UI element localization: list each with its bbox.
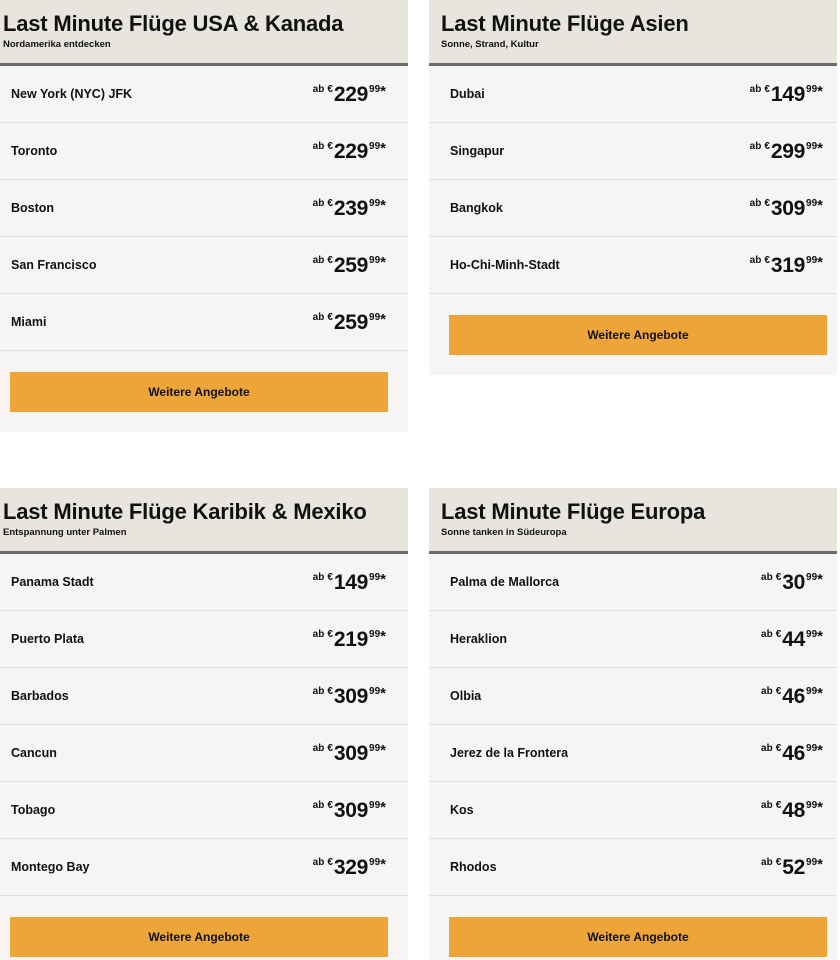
price-amount: 52 xyxy=(782,855,806,879)
currency-symbol: € xyxy=(327,856,333,868)
price-tag xyxy=(750,255,823,276)
price-amount: 319 xyxy=(770,253,806,277)
price-amount: 309 xyxy=(333,741,369,765)
price-amount: 299 xyxy=(770,139,806,163)
price-tag xyxy=(313,743,386,764)
destination-name: Singapur xyxy=(450,144,505,158)
price-prefix: ab xyxy=(761,685,773,697)
price-cents: 99 xyxy=(369,254,381,266)
currency-symbol: € xyxy=(327,254,333,266)
destination-row[interactable] xyxy=(0,237,408,294)
price-prefix: ab xyxy=(749,197,762,209)
price-footnote-star: * xyxy=(380,82,386,100)
price-cents: 99 xyxy=(369,628,381,640)
price-tag xyxy=(761,629,823,650)
price-cents: 99 xyxy=(806,83,818,95)
price-cents: 99 xyxy=(806,197,818,209)
price-amount: 259 xyxy=(333,253,369,277)
price-cents: 99 xyxy=(806,856,818,868)
price-cents: 99 xyxy=(369,311,381,323)
price-cents: 99 xyxy=(369,83,381,95)
destination-row[interactable] xyxy=(0,180,408,237)
destination-name: New York (NYC) JFK xyxy=(11,87,133,101)
price-amount: 259 xyxy=(333,310,369,334)
price-tag xyxy=(313,686,386,707)
price-prefix: ab xyxy=(312,628,325,640)
price-prefix: ab xyxy=(761,856,773,868)
price-footnote-star: * xyxy=(817,684,823,702)
price-footnote-star: * xyxy=(380,310,386,328)
price-amount: 309 xyxy=(333,684,369,708)
price-prefix: ab xyxy=(761,571,773,583)
currency-symbol: € xyxy=(327,197,333,209)
destination-name: Heraklion xyxy=(450,632,507,646)
price-footnote-star: * xyxy=(380,855,386,873)
price-footnote-star: * xyxy=(817,196,823,214)
destination-row[interactable] xyxy=(429,123,837,180)
price-prefix: ab xyxy=(761,742,773,754)
price-cents: 99 xyxy=(806,571,818,583)
price-tag xyxy=(750,198,823,219)
destination-list xyxy=(0,554,408,896)
currency-symbol: € xyxy=(764,140,770,152)
destination-row[interactable] xyxy=(0,554,408,611)
card-header xyxy=(0,488,408,554)
price-footnote-star: * xyxy=(380,684,386,702)
destination-row[interactable] xyxy=(0,611,408,668)
price-footnote-star: * xyxy=(380,741,386,759)
currency-symbol: € xyxy=(327,628,333,640)
destination-name: Toronto xyxy=(11,144,58,158)
price-tag xyxy=(313,629,386,650)
card-header xyxy=(0,0,408,66)
destination-row[interactable] xyxy=(429,839,837,896)
price-prefix: ab xyxy=(761,799,773,811)
price-cents: 99 xyxy=(369,571,381,583)
currency-symbol: € xyxy=(764,254,770,266)
price-tag xyxy=(313,312,386,333)
price-footnote-star: * xyxy=(817,855,823,873)
price-amount: 329 xyxy=(333,855,369,879)
price-prefix: ab xyxy=(312,571,325,583)
price-amount: 48 xyxy=(782,798,806,822)
price-prefix: ab xyxy=(749,254,762,266)
price-prefix: ab xyxy=(312,685,325,697)
price-prefix: ab xyxy=(312,799,325,811)
price-footnote-star: * xyxy=(380,253,386,271)
deal-card xyxy=(429,488,837,960)
deal-card xyxy=(429,0,837,375)
price-cents: 99 xyxy=(806,799,818,811)
card-title: Last Minute Flüge Karibik & Mexiko xyxy=(3,499,367,524)
price-tag xyxy=(313,255,386,276)
destination-name: Barbados xyxy=(11,689,69,703)
more-offers-button[interactable]: Weitere Angebote xyxy=(449,315,827,355)
price-amount: 149 xyxy=(770,82,806,106)
price-tag xyxy=(750,84,823,105)
price-cents: 99 xyxy=(806,742,818,754)
price-prefix: ab xyxy=(312,254,325,266)
price-cents: 99 xyxy=(369,197,381,209)
price-footnote-star: * xyxy=(817,82,823,100)
destination-row[interactable] xyxy=(429,237,837,294)
deal-card xyxy=(0,488,408,960)
destination-name: Palma de Mallorca xyxy=(450,575,560,589)
destination-row[interactable] xyxy=(0,123,408,180)
destination-row[interactable] xyxy=(0,294,408,351)
price-prefix: ab xyxy=(312,197,325,209)
price-cents: 99 xyxy=(369,140,381,152)
price-tag xyxy=(761,857,823,878)
price-cents: 99 xyxy=(369,742,381,754)
destination-row[interactable] xyxy=(429,180,837,237)
price-amount: 30 xyxy=(782,570,806,594)
currency-symbol: € xyxy=(327,140,333,152)
price-prefix: ab xyxy=(749,83,762,95)
card-subtitle: Sonne, Strand, Kultur xyxy=(441,39,539,50)
destination-row[interactable] xyxy=(0,725,408,782)
destination-list xyxy=(429,554,837,896)
price-amount: 46 xyxy=(782,684,806,708)
currency-symbol: € xyxy=(775,742,782,754)
price-prefix: ab xyxy=(749,140,762,152)
price-cents: 99 xyxy=(369,799,381,811)
price-cents: 99 xyxy=(369,685,381,697)
destination-name: San Francisco xyxy=(11,258,97,272)
price-tag xyxy=(750,141,823,162)
destination-name: Puerto Plata xyxy=(11,632,84,646)
price-amount: 229 xyxy=(333,139,369,163)
price-tag xyxy=(761,686,823,707)
card-header xyxy=(429,488,837,554)
destination-name: Ho-Chi-Minh-Stadt xyxy=(450,258,560,272)
currency-symbol: € xyxy=(327,571,333,583)
destination-name: Olbia xyxy=(450,689,482,703)
price-amount: 239 xyxy=(333,196,369,220)
destination-row[interactable] xyxy=(0,668,408,725)
price-tag xyxy=(761,743,823,764)
destination-row[interactable] xyxy=(429,66,837,123)
destination-name: Cancun xyxy=(11,746,57,760)
card-title: Last Minute Flüge Europa xyxy=(441,499,706,524)
destination-name: Kos xyxy=(450,803,474,817)
price-footnote-star: * xyxy=(817,139,823,157)
more-offers-button[interactable]: Weitere Angebote xyxy=(10,372,388,412)
price-tag xyxy=(313,572,386,593)
price-tag xyxy=(313,141,386,162)
card-subtitle: Nordamerika entdecken xyxy=(3,39,111,50)
destination-list xyxy=(0,66,408,351)
currency-symbol: € xyxy=(327,83,333,95)
price-tag xyxy=(761,572,823,593)
price-cents: 99 xyxy=(806,140,818,152)
currency-symbol: € xyxy=(775,628,782,640)
price-footnote-star: * xyxy=(380,627,386,645)
card-title: Last Minute Flüge Asien xyxy=(441,11,689,36)
currency-symbol: € xyxy=(775,685,782,697)
price-footnote-star: * xyxy=(817,798,823,816)
price-amount: 309 xyxy=(333,798,369,822)
destination-name: Boston xyxy=(11,201,55,215)
currency-symbol: € xyxy=(764,197,770,209)
card-title: Last Minute Flüge USA & Kanada xyxy=(3,11,344,36)
price-prefix: ab xyxy=(312,856,325,868)
price-footnote-star: * xyxy=(380,196,386,214)
price-cents: 99 xyxy=(806,685,818,697)
price-amount: 44 xyxy=(782,627,806,651)
price-amount: 149 xyxy=(333,570,369,594)
destination-name: Montego Bay xyxy=(11,860,90,874)
destination-row[interactable] xyxy=(0,839,408,896)
card-header xyxy=(429,0,837,66)
more-offers-button[interactable]: Weitere Angebote xyxy=(449,917,827,957)
destination-name: Panama Stadt xyxy=(11,575,94,589)
currency-symbol: € xyxy=(327,311,333,323)
price-footnote-star: * xyxy=(817,570,823,588)
price-tag xyxy=(313,857,386,878)
price-footnote-star: * xyxy=(380,798,386,816)
price-prefix: ab xyxy=(312,311,325,323)
price-cents: 99 xyxy=(806,628,818,640)
currency-symbol: € xyxy=(775,799,782,811)
price-cents: 99 xyxy=(369,856,381,868)
card-subtitle: Sonne tanken in Südeuropa xyxy=(441,527,567,538)
currency-symbol: € xyxy=(775,571,782,583)
destination-row[interactable] xyxy=(429,554,837,611)
price-prefix: ab xyxy=(312,742,325,754)
price-amount: 46 xyxy=(782,741,806,765)
deal-card xyxy=(0,0,408,432)
currency-symbol: € xyxy=(764,83,770,95)
price-tag xyxy=(761,800,823,821)
price-prefix: ab xyxy=(761,628,773,640)
price-footnote-star: * xyxy=(380,139,386,157)
price-tag xyxy=(313,198,386,219)
price-footnote-star: * xyxy=(380,570,386,588)
destination-name: Jerez de la Frontera xyxy=(450,746,569,760)
price-amount: 309 xyxy=(770,196,806,220)
destination-row[interactable] xyxy=(429,668,837,725)
destination-row[interactable] xyxy=(429,725,837,782)
price-cents: 99 xyxy=(806,254,818,266)
destination-row[interactable] xyxy=(0,782,408,839)
destination-list xyxy=(429,66,837,294)
destination-row[interactable] xyxy=(429,782,837,839)
currency-symbol: € xyxy=(327,799,333,811)
destination-name: Dubai xyxy=(450,87,485,101)
price-prefix: ab xyxy=(312,83,325,95)
price-footnote-star: * xyxy=(817,627,823,645)
price-footnote-star: * xyxy=(817,741,823,759)
destination-row[interactable] xyxy=(429,611,837,668)
currency-symbol: € xyxy=(775,856,782,868)
price-prefix: ab xyxy=(312,140,325,152)
price-tag xyxy=(313,84,386,105)
destination-name: Bangkok xyxy=(450,201,503,215)
price-amount: 229 xyxy=(333,82,369,106)
price-footnote-star: * xyxy=(817,253,823,271)
price-tag xyxy=(313,800,386,821)
more-offers-button[interactable]: Weitere Angebote xyxy=(10,917,388,957)
destination-name: Tobago xyxy=(11,803,56,817)
card-subtitle: Entspannung unter Palmen xyxy=(3,527,127,538)
destination-name: Miami xyxy=(11,315,47,329)
destination-name: Rhodos xyxy=(450,860,497,874)
currency-symbol: € xyxy=(327,742,333,754)
price-amount: 219 xyxy=(333,627,369,651)
currency-symbol: € xyxy=(327,685,333,697)
destination-row[interactable] xyxy=(0,66,408,123)
